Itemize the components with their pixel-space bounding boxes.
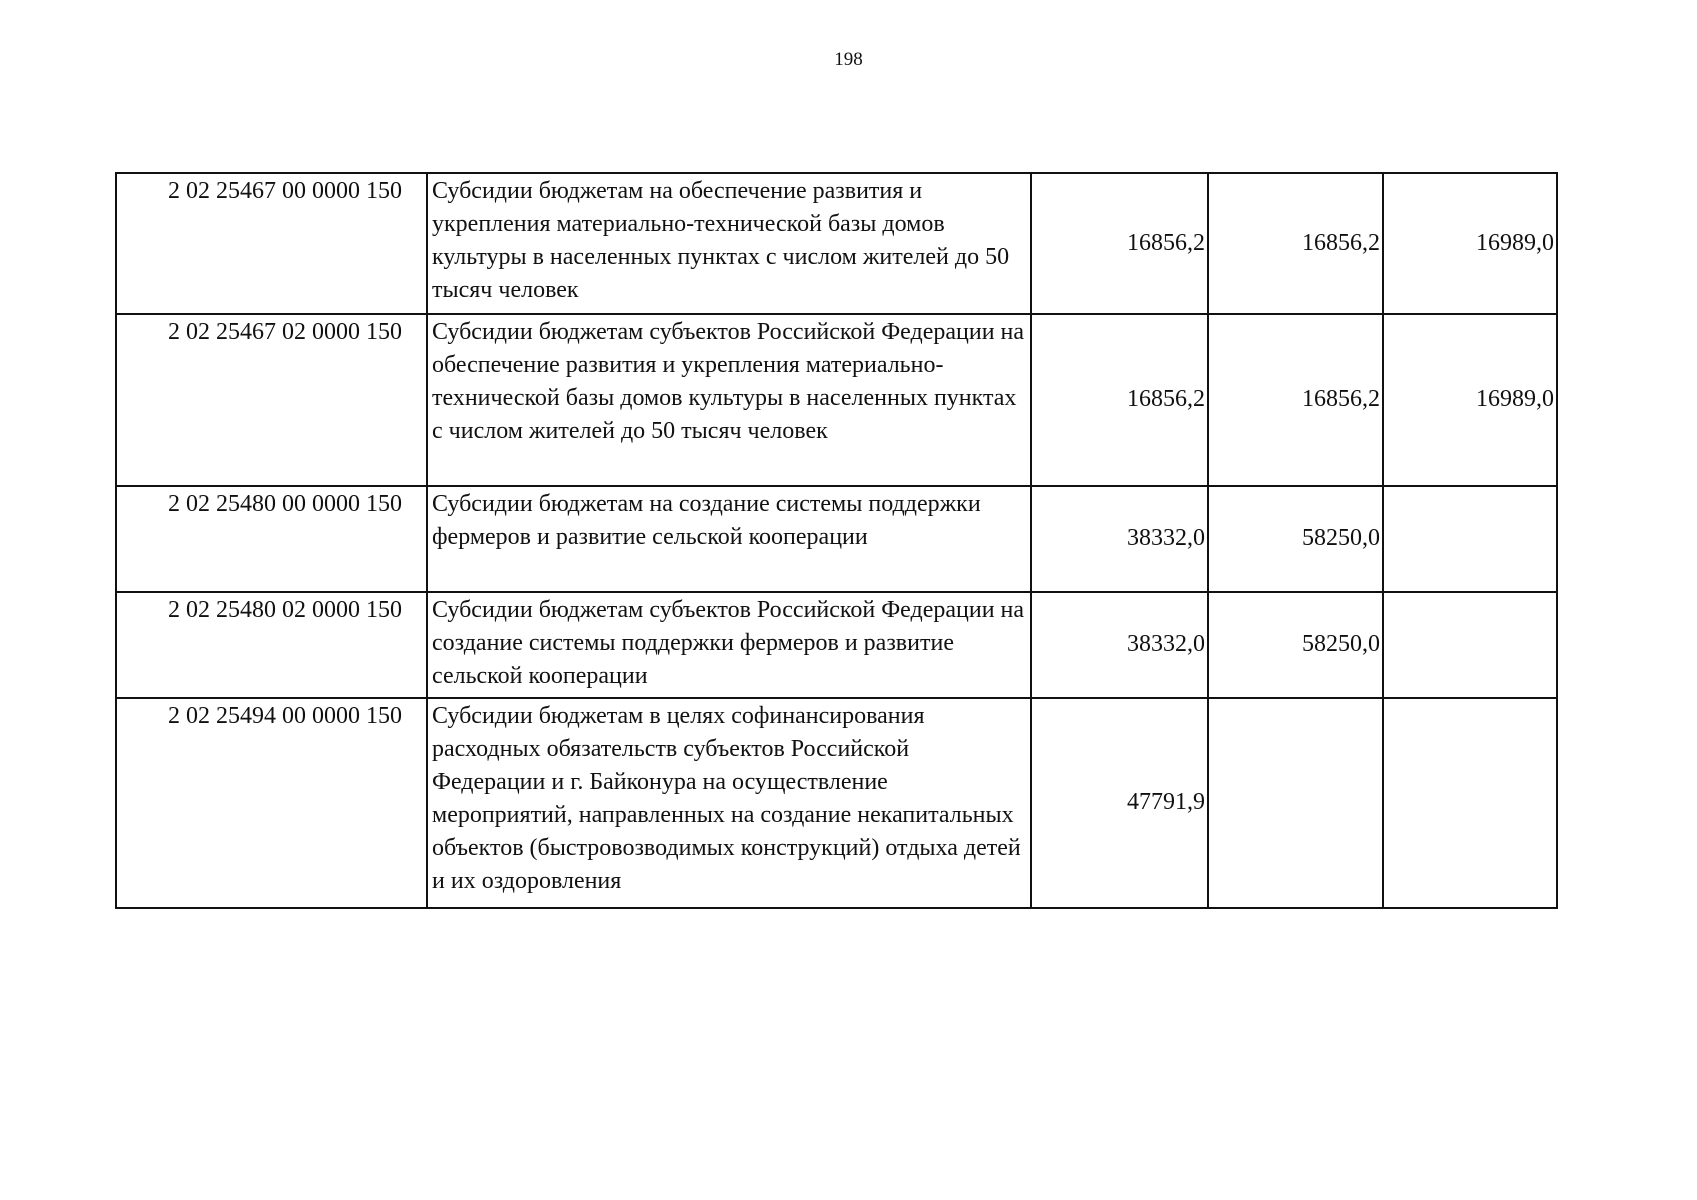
amount-cell-3: 16989,0: [1383, 173, 1557, 314]
amount-cell-3: 16989,0: [1383, 314, 1557, 486]
amount-cell-3: [1383, 592, 1557, 698]
budget-code-cell: 2 02 25467 00 0000 150: [116, 173, 427, 314]
table-row: [116, 173, 1557, 314]
amount-cell-2: 58250,0: [1208, 486, 1383, 592]
revenue-name-cell: Субсидии бюджетам в целях софинансирования расходных обязательств субъектов Российской Федерации и г. Байконура на осуществление мероприятий, направленных на создание некапитальных объектов (быстровозводимых конструкций) отдыха детей и их оздоровления: [427, 698, 1031, 908]
amount-cell-1: 47791,9: [1031, 698, 1208, 908]
table-row: [116, 486, 1557, 592]
amount-cell-1: 16856,2: [1031, 314, 1208, 486]
revenue-name-cell: Субсидии бюджетам на создание системы поддержки фермеров и развитие сельской кооперации: [427, 486, 1031, 592]
amount-cell-3: [1383, 698, 1557, 908]
revenue-name-cell: Субсидии бюджетам субъектов Российской Федерации на создание системы поддержки фермеров и развитие сельской кооперации: [427, 592, 1031, 698]
budget-revenue-table: [115, 172, 1558, 909]
budget-code-cell: 2 02 25494 00 0000 150: [116, 698, 427, 908]
revenue-name-cell: Субсидии бюджетам на обеспечение развития и укрепления материально-технической базы домов культуры в населенных пунктах с числом жителей до 50 тысяч человек: [427, 173, 1031, 314]
table-row: [116, 314, 1557, 486]
amount-cell-1: 38332,0: [1031, 592, 1208, 698]
budget-code-cell: 2 02 25480 02 0000 150: [116, 592, 427, 698]
revenue-name-cell: Субсидии бюджетам субъектов Российской Федерации на обеспечение развития и укрепления материально-технической базы домов культуры в населенных пунктах с числом жителей до 50 тысяч человек: [427, 314, 1031, 486]
table-row: [116, 698, 1557, 908]
budget-code-cell: 2 02 25480 00 0000 150: [116, 486, 427, 592]
amount-cell-2: 16856,2: [1208, 173, 1383, 314]
amount-cell-3: [1383, 486, 1557, 592]
page-number: 198: [834, 49, 863, 70]
amount-cell-2: 58250,0: [1208, 592, 1383, 698]
amount-cell-2: 16856,2: [1208, 314, 1383, 486]
amount-cell-2: [1208, 698, 1383, 908]
budget-code-cell: 2 02 25467 02 0000 150: [116, 314, 427, 486]
amount-cell-1: 38332,0: [1031, 486, 1208, 592]
table-row: [116, 592, 1557, 698]
amount-cell-1: 16856,2: [1031, 173, 1208, 314]
